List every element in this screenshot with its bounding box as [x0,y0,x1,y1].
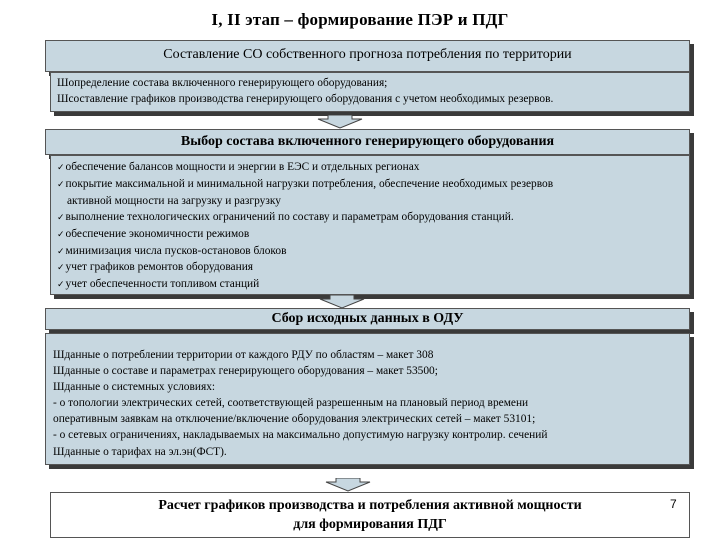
block-4-line-2: для формирования ПДГ [293,517,447,532]
block-2-header: Выбор состава включенного генерирующего оборудования [180,134,555,149]
block-1-header: Составление СО собственного прогноза потребления по территории [163,47,572,62]
checkmark-icon: ✓ [57,263,65,274]
block-1-item: Шопределение состава включенного генерирующего оборудования; [57,77,388,89]
checkmark-icon: ✓ [57,229,65,240]
checkmark-icon: ✓ [57,280,65,291]
block-3-line: - о сетевых ограничениях, накладываемых на максимально допустимую нагрузку контролир. сечений [53,429,548,442]
block-1-list [50,72,690,112]
block-2-item: ✓учет графиков ремонтов оборудования [57,261,254,274]
block-2-item: ✓выполнение технологических ограничений по составу и параметрам оборудования станций. [57,210,514,223]
block-3-line: Шданные о системных условиях: [53,381,216,394]
block-2-item: ✓учет обеспеченности топливом станций [57,278,260,291]
block-2-item: ✓обеспечение экономичности режимов [57,227,250,240]
down-arrow-3 [324,478,372,492]
block-2-list [50,155,690,295]
block-4-box [50,492,690,538]
checkmark-icon: ✓ [57,212,65,223]
down-arrow-2 [318,295,366,309]
down-arrow-1 [316,115,364,129]
checkmark-icon: ✓ [57,246,65,257]
checkmark-icon: ✓ [57,163,65,173]
block-2-item-continuation: активной мощности на загрузку и разгрузку [67,194,281,207]
block-3-line: Шданные о тарифах на эл.эн(ФСТ). [53,445,227,458]
block-2-item: ✓минимизация числа пусков-остановов блоков [57,244,287,257]
checkmark-icon: ✓ [57,179,65,190]
block-3-line: Шданные о составе и параметрах генерирующего оборудования – макет 53500; [53,365,438,378]
block-3-line: Шданные о потреблении территории от каждого РДУ по областям – макет 308 [53,349,434,361]
block-4-line-1: Расчет графиков производства и потребления активной мощности [158,498,582,513]
block-2-item: ✓покрытие максимальной и минимальной нагрузки потребления, обеспечение необходимых резервов [57,177,554,190]
block-3-header: Сбор исходных данных в ОДУ [271,311,464,326]
block-3-line: - о топологии электрических сетей, соответствующей разрешенным на плановый период времени [53,397,529,410]
block-3-line: оперативным заявкам на отключение/включение оборудования электрических сетей – макет 53101; [53,413,536,426]
block-2-item: ✓обеспечение балансов мощности и энергии в ЕЭС и отдельных регионах [57,161,420,173]
block-3-list [45,333,690,465]
page-number: 7 [670,497,677,511]
slide-title: I, II этап – формирование ПЭР и ПДГ [211,10,509,29]
block-1-item: Шсоставление графиков производства генерирующего оборудования с учетом необходимых резервов. [57,92,554,105]
